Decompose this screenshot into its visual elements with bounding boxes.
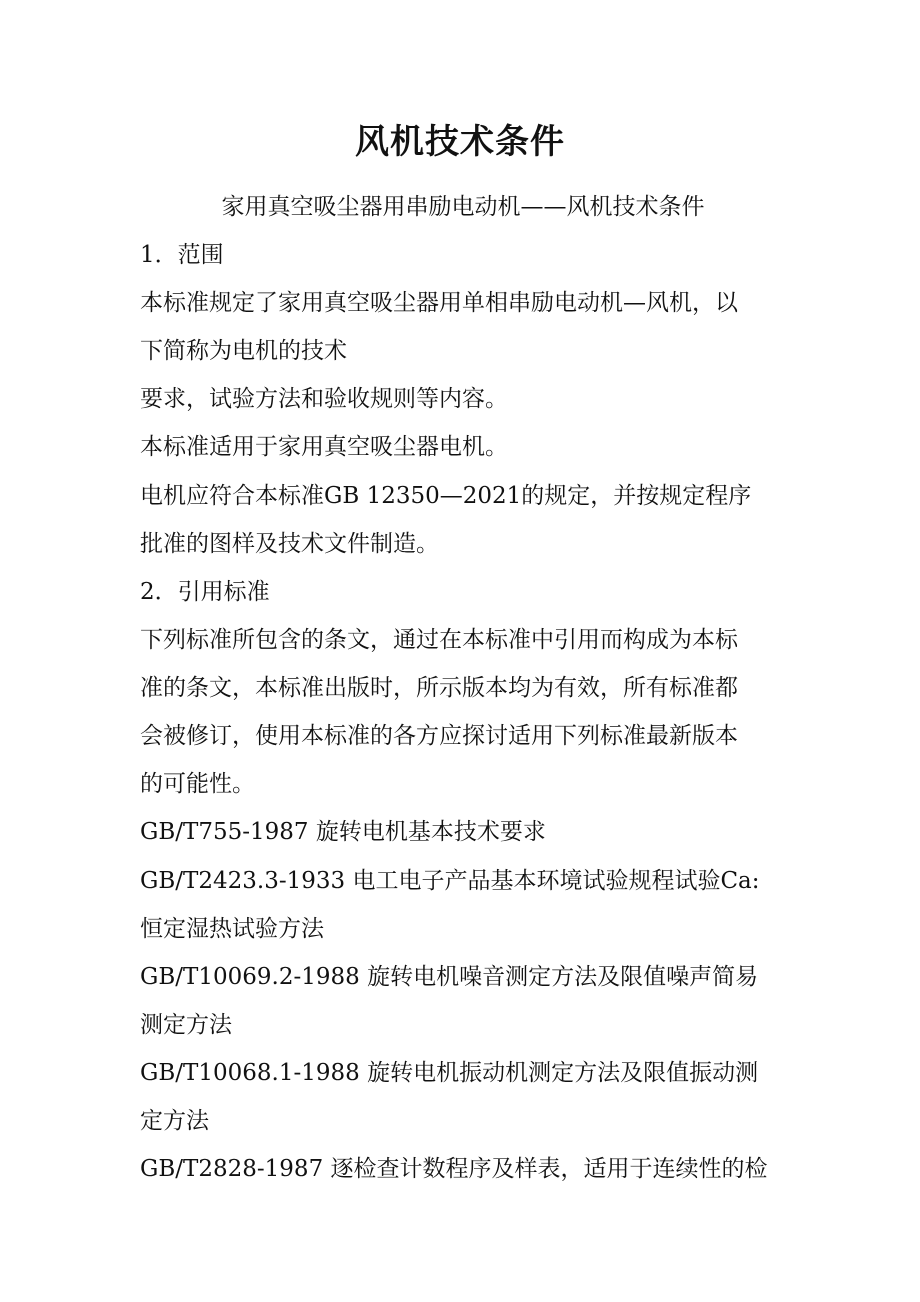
paragraph-line: 电机应符合本标准GB 12350—2021的规定，并按规定程序 xyxy=(140,483,752,509)
reference-entry: GB/T10069.2-1988 旋转电机噪音测定方法及限值噪声简易 xyxy=(140,964,759,990)
paragraph-line: 批准的图样及技术文件制造。 xyxy=(140,531,439,557)
paragraph-line: 本标准适用于家用真空吸尘器电机。 xyxy=(140,434,508,460)
document-title: 风机技术条件 xyxy=(355,122,565,162)
paragraph-line: 的可能性。 xyxy=(140,771,255,797)
document-subtitle: 家用真空吸尘器用串励电动机——风机技术条件 xyxy=(221,194,705,220)
paragraph-line: 要求，试验方法和验收规则等内容。 xyxy=(140,386,508,412)
paragraph-line: 准的条文，本标准出版时，所示版本均为有效，所有标准都 xyxy=(140,675,738,701)
paragraph-line: 本标准规定了家用真空吸尘器用单相串励电动机—风机，以 xyxy=(140,290,738,316)
reference-entry: GB/T2423.3-1933 电工电子产品基本环境试验规程试验Ca: xyxy=(140,868,760,894)
reference-entry: 恒定湿热试验方法 xyxy=(140,916,324,942)
section-heading-references: 2．引用标准 xyxy=(140,579,270,605)
paragraph-line: 下简称为电机的技术 xyxy=(140,338,347,364)
reference-entry: 定方法 xyxy=(140,1108,209,1134)
section-heading-scope: 1．范围 xyxy=(140,242,224,268)
reference-entry: GB/T2828-1987 逐检查计数程序及样表，适用于连续性的检 xyxy=(140,1156,768,1182)
reference-entry: GB/T10068.1-1988 旋转电机振动机测定方法及限值振动测 xyxy=(140,1060,759,1086)
paragraph-line: 会被修订，使用本标准的各方应探讨适用下列标准最新版本 xyxy=(140,723,738,749)
reference-entry: GB/T755-1987 旋转电机基本技术要求 xyxy=(140,819,546,845)
paragraph-line: 下列标准所包含的条文，通过在本标准中引用而构成为本标 xyxy=(140,627,738,653)
reference-entry: 测定方法 xyxy=(140,1012,232,1038)
